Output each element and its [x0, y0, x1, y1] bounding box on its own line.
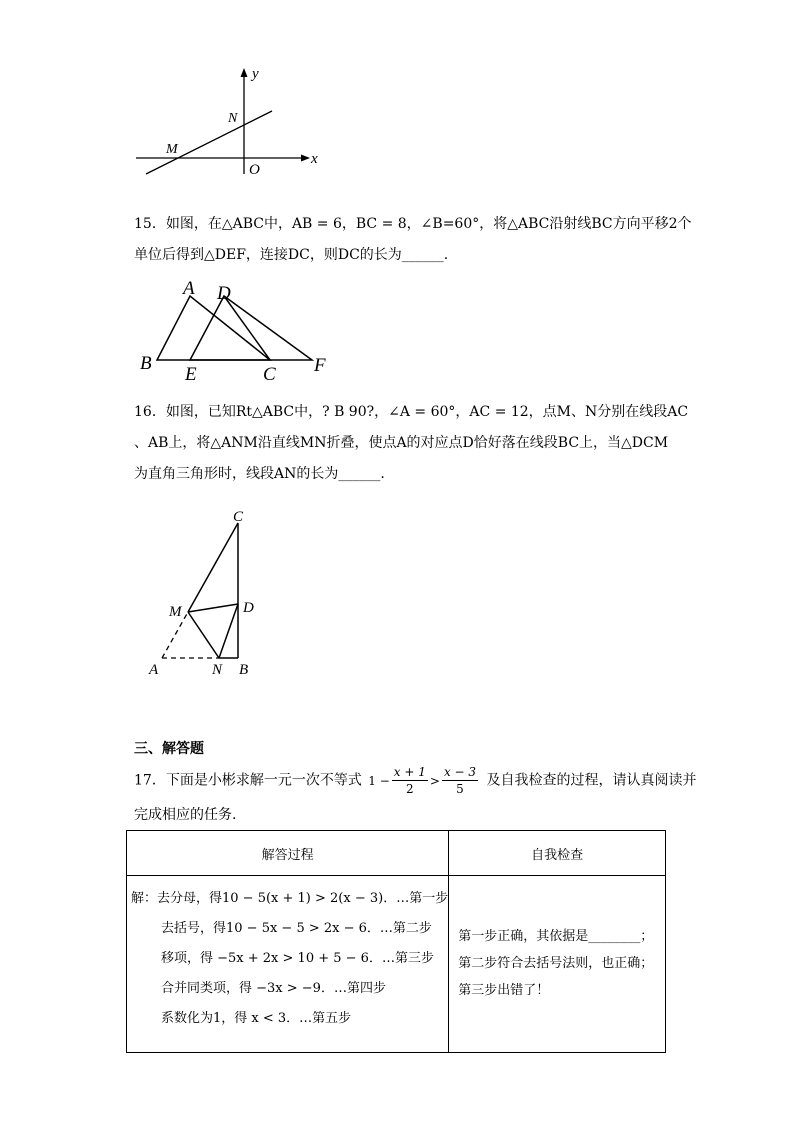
segment-cm [188, 523, 238, 612]
header-process: 解答过程 [127, 831, 449, 876]
fraction-2-num: x − 3 [443, 765, 477, 779]
label-o: O [249, 162, 260, 178]
check-2: 第二步符合去括号法则，也正确； [458, 956, 654, 971]
label-m: M [166, 142, 178, 157]
label-d: D [217, 283, 231, 304]
process-cell [127, 876, 449, 1053]
label-n: N [228, 111, 238, 126]
q17-intro-pre: 17．下面是小彬求解一元一次不等式 [134, 772, 362, 789]
triangle-abc [157, 296, 270, 360]
label-b: B [239, 662, 249, 678]
q15-figure [134, 278, 344, 388]
label-n: N [212, 662, 223, 678]
label-a: A [183, 278, 195, 299]
step-2: 去括号，得10 − 5x − 5 > 2x − 6．…第二步 [161, 921, 432, 936]
q17-line2: 完成相应的任务. [134, 807, 237, 823]
q16-line1: 16．如图，已知Rt△ABC中，? B 90?，∠A = 60°，AC = 12，点M、N分别在线段AC [134, 404, 689, 420]
check-1: 第一步正确，其依据是________； [458, 929, 654, 944]
y-axis-arrow [241, 68, 248, 77]
triangle-def [190, 296, 312, 360]
q15-line1: 15．如图，在△ABC中，AB = 6，BC = 8，∠B=60°，将△ABC沿射线BC方向平移2个 [134, 216, 692, 232]
q14-figure [130, 60, 330, 180]
label-m: M [169, 604, 182, 620]
label-c: C [233, 509, 244, 525]
label-x: x [311, 151, 318, 167]
segment-mn [188, 612, 219, 658]
table-header-row [127, 831, 666, 876]
fraction-1 [392, 764, 428, 797]
segment-md [188, 604, 238, 612]
ineq-gt: > [429, 773, 440, 788]
q17-line1 [134, 764, 697, 804]
table-body-row [127, 876, 666, 1053]
label-e: E [185, 364, 197, 385]
label-c: C [263, 364, 276, 385]
q16-figure [140, 505, 280, 685]
label-a: A [149, 662, 159, 678]
q16-line2: 、AB上，将△ANM沿直线MN折叠，使点A的对应点D恰好落在线段BC上，当△DCM [134, 435, 669, 451]
solution-table [126, 830, 666, 1053]
q15-line2: 单位后得到△DEF，连接DC，则DC的长为______. [134, 247, 449, 263]
section-heading: 三、解答题 [134, 741, 204, 757]
step-5: 系数化为1，得 x < 3．…第五步 [161, 1011, 352, 1026]
q17-intro-post: 及自我检查的过程，请认真阅读并 [486, 772, 697, 789]
step-4: 合并同类项，得 −3x > −9．…第四步 [161, 981, 386, 996]
inequality [368, 764, 480, 797]
header-check: 自我检查 [449, 831, 666, 876]
fraction-2 [442, 764, 478, 797]
fraction-2-den: 5 [456, 782, 464, 796]
q16-line3: 为直角三角形时，线段AN的长为______. [134, 466, 385, 482]
check-cell [449, 876, 666, 1053]
label-d: D [243, 600, 254, 616]
x-axis-arrow [301, 155, 310, 162]
check-lines [450, 877, 664, 1004]
fraction-1-num: x + 1 [393, 765, 426, 779]
check-3: 第三步出错了！ [458, 983, 550, 998]
label-f: F [314, 355, 326, 376]
ineq-one: 1 − [368, 773, 390, 788]
segment-dn [219, 604, 238, 658]
label-b: B [140, 353, 152, 374]
step-1: 解：去分母，得10 − 5(x + 1) > 2(x − 3)．…第一步 [131, 891, 449, 906]
fraction-1-den: 2 [406, 782, 414, 796]
label-y: y [252, 66, 259, 82]
step-3: 移项，得 −5x + 2x > 10 + 5 − 6．…第三步 [161, 951, 434, 966]
